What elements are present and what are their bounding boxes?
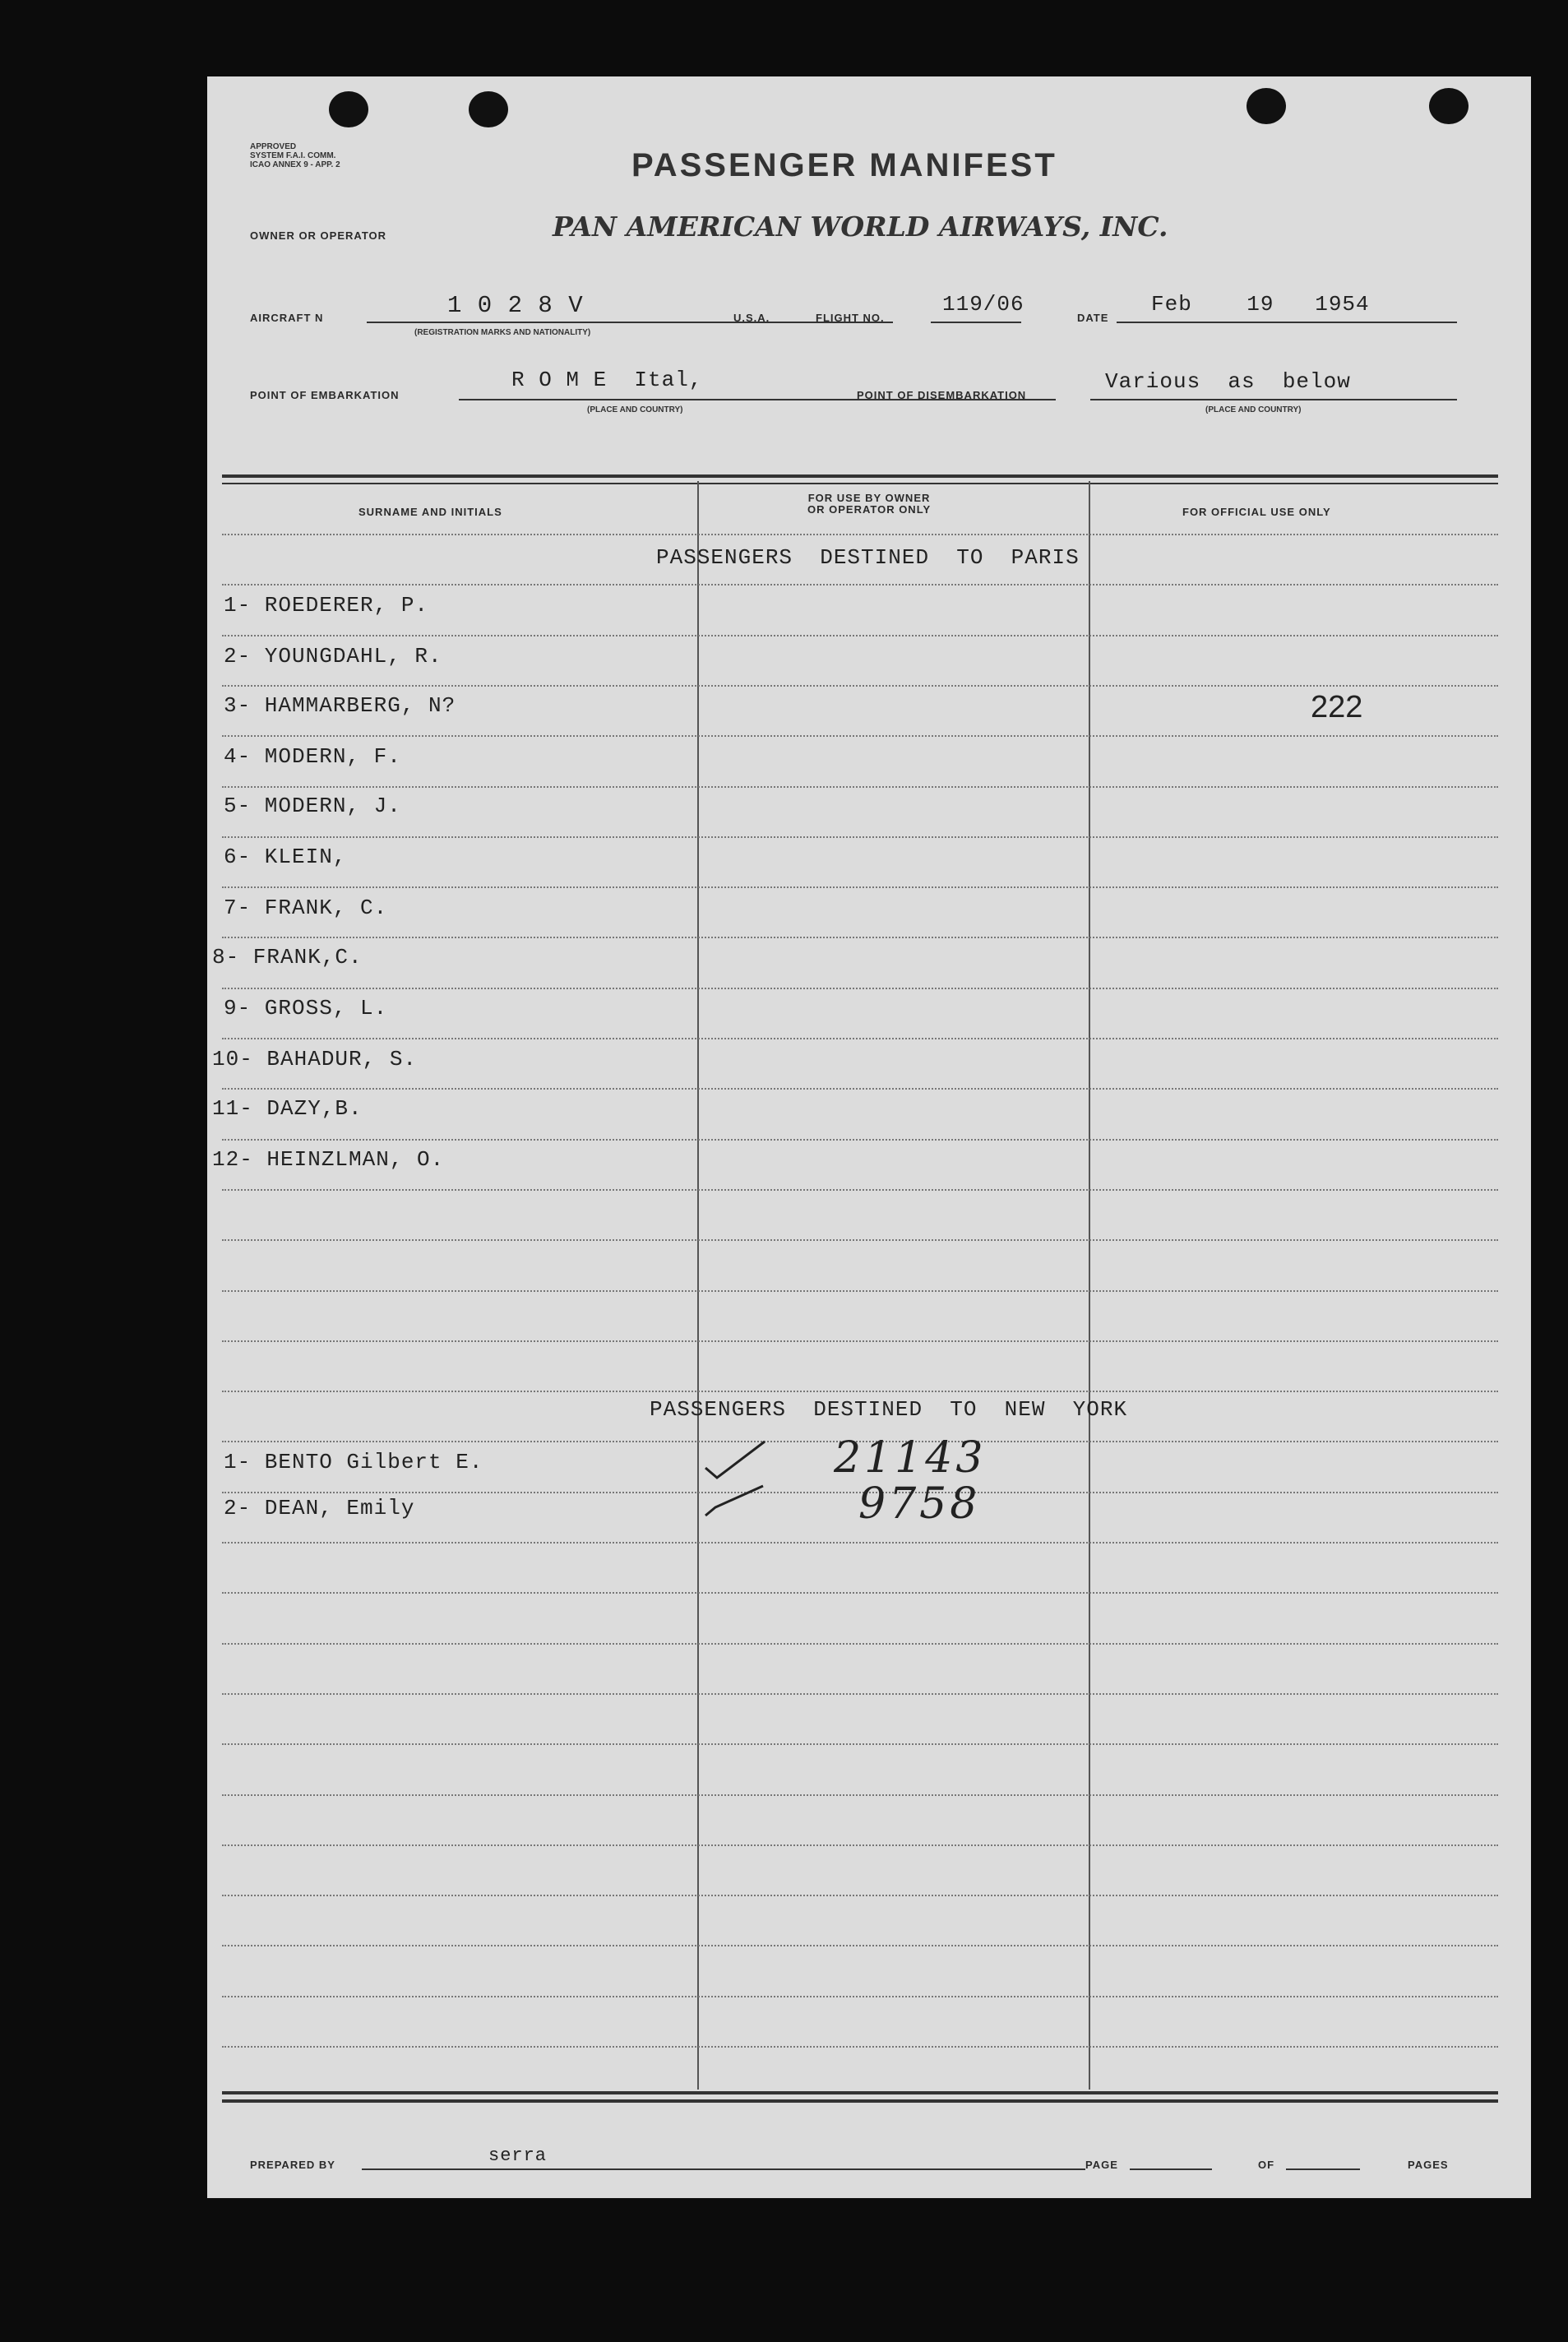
check-mark xyxy=(705,1442,765,1478)
date-underline xyxy=(1117,322,1457,323)
col-header-owner: FOR USE BY OWNER OR OPERATOR ONLY xyxy=(807,492,932,516)
manifest-sheet xyxy=(207,76,1531,2198)
airline-name: PAN AMERICAN WORLD AIRWAYS, INC. xyxy=(553,211,1168,243)
embarkation-value: R O M E Ital, xyxy=(511,368,703,392)
flight-underline xyxy=(931,322,1021,323)
row-rule xyxy=(222,1996,1498,1997)
passenger-row: 1- BENTO Gilbert E. xyxy=(224,1450,483,1474)
passenger-row: 5- MODERN, J. xyxy=(224,794,401,818)
column-divider xyxy=(1089,481,1090,2090)
country-label: U.S.A. xyxy=(733,312,770,324)
page-title: PASSENGER MANIFEST xyxy=(631,147,1057,183)
table-bottom-rule-2 xyxy=(222,2099,1498,2103)
row-rule xyxy=(222,584,1498,586)
punch-hole xyxy=(1247,88,1286,124)
aircraft-underline xyxy=(367,322,893,323)
passenger-row: 4- MODERN, F. xyxy=(224,744,401,769)
row-rule xyxy=(222,1794,1498,1796)
row-rule xyxy=(222,1542,1498,1544)
prepared-by-label: PREPARED BY xyxy=(250,2159,335,2171)
disembarkation-underline xyxy=(1090,399,1457,400)
owner-label: OWNER OR OPERATOR xyxy=(250,229,387,242)
disembarkation-label: POINT OF DISEMBARKATION xyxy=(857,389,1027,401)
row-rule xyxy=(222,1945,1498,1946)
row-rule xyxy=(222,886,1498,888)
pages-label: PAGES xyxy=(1408,2159,1449,2171)
section-heading-new-york: PASSENGERS DESTINED TO NEW YORK xyxy=(650,1397,1128,1422)
row-rule xyxy=(222,1189,1498,1191)
owner-note: 21143 xyxy=(834,1433,987,1483)
row-rule xyxy=(222,1139,1498,1141)
section-heading-paris: PASSENGERS DESTINED TO PARIS xyxy=(656,545,1080,570)
row-rule xyxy=(222,836,1498,838)
row-rule xyxy=(222,1340,1498,1342)
owner-note: 9758 xyxy=(858,1479,981,1529)
passenger-row: 2- DEAN, Emily xyxy=(224,1496,415,1520)
table-bottom-rule xyxy=(222,2091,1498,2094)
approval-stamp: APPROVED SYSTEM F.A.I. COMM. ICAO ANNEX 9 - APP. 2 xyxy=(250,142,340,169)
row-rule xyxy=(222,1844,1498,1846)
embarkation-label: POINT OF EMBARKATION xyxy=(250,389,400,401)
check-mark xyxy=(705,1486,763,1516)
row-rule xyxy=(222,786,1498,788)
flight-label: FLIGHT NO. xyxy=(816,312,885,324)
row-rule xyxy=(222,1391,1498,1392)
flight-date: Feb 19 1954 xyxy=(1151,292,1370,317)
check-marks xyxy=(701,1433,791,1532)
aircraft-label: AIRCRAFT N xyxy=(250,312,324,324)
page-label: PAGE xyxy=(1085,2159,1118,2171)
row-rule xyxy=(222,1643,1498,1645)
row-rule xyxy=(222,1290,1498,1292)
col-header-surname: SURNAME AND INITIALS xyxy=(358,506,502,518)
row-rule xyxy=(222,1693,1498,1695)
row-rule xyxy=(222,1239,1498,1241)
row-rule xyxy=(222,735,1498,737)
passenger-row: 1- ROEDERER, P. xyxy=(224,593,429,618)
passenger-row: 2- YOUNGDAHL, R. xyxy=(224,644,442,669)
punch-hole xyxy=(329,91,368,127)
passenger-row: 6- KLEIN, xyxy=(224,845,347,869)
punch-hole xyxy=(1429,88,1469,124)
flight-number: 119/06 xyxy=(942,292,1025,317)
row-rule xyxy=(222,2046,1498,2048)
passenger-row: 3- HAMMARBERG, N? xyxy=(224,693,456,718)
column-divider xyxy=(697,481,699,2090)
date-label: DATE xyxy=(1077,312,1109,324)
row-rule xyxy=(222,988,1498,989)
table-top-rule xyxy=(222,474,1498,478)
disembarkation-sublabel: (PLACE AND COUNTRY) xyxy=(1205,405,1302,414)
row-rule xyxy=(222,635,1498,636)
aircraft-number: 1 0 2 8 V xyxy=(447,292,584,319)
row-rule xyxy=(222,1895,1498,1896)
row-rule xyxy=(222,534,1498,535)
passenger-row: 10- BAHADUR, S. xyxy=(212,1047,418,1071)
row-rule xyxy=(222,1743,1498,1745)
passenger-row: 12- HEINZLMAN, O. xyxy=(212,1147,445,1172)
punch-hole xyxy=(469,91,508,127)
passenger-row: 11- DAZY,B. xyxy=(212,1096,363,1121)
table-top-rule-2 xyxy=(222,483,1498,484)
row-rule xyxy=(222,1038,1498,1039)
registration-sublabel: (REGISTRATION MARKS AND NATIONALITY) xyxy=(414,328,591,337)
row-rule xyxy=(222,937,1498,938)
disembarkation-value: Various as below xyxy=(1105,369,1351,394)
passenger-row: 7- FRANK, C. xyxy=(224,896,388,920)
prepared-by-value: serra xyxy=(488,2145,548,2166)
official-note: 222 xyxy=(1311,690,1363,724)
row-rule xyxy=(222,685,1498,687)
embarkation-sublabel: (PLACE AND COUNTRY) xyxy=(587,405,683,414)
col-header-official: FOR OFFICIAL USE ONLY xyxy=(1182,506,1331,518)
passenger-row: 8- FRANK,C. xyxy=(212,945,363,970)
row-rule xyxy=(222,1088,1498,1090)
page-underline xyxy=(1130,2168,1212,2170)
of-underline xyxy=(1286,2168,1360,2170)
row-rule xyxy=(222,1592,1498,1594)
prepared-by-underline xyxy=(362,2168,1085,2170)
of-label: OF xyxy=(1258,2159,1275,2171)
passenger-row: 9- GROSS, L. xyxy=(224,996,388,1021)
